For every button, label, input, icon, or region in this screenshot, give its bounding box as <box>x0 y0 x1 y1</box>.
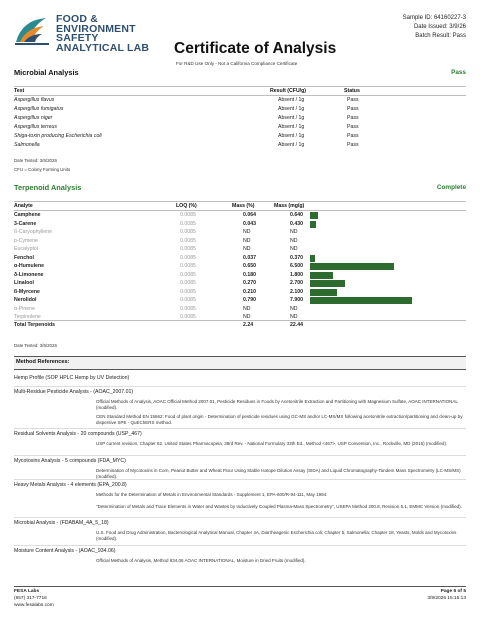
date-tested: Date Tested: 3/6/2026 <box>14 343 57 348</box>
terpene-bar <box>310 212 318 219</box>
method-divider <box>14 479 466 480</box>
methods-header-bar <box>14 356 466 370</box>
mass-mg-per-g: 1.800 <box>290 271 303 278</box>
loq-value: 0.0085 <box>180 237 196 244</box>
terpene-bar <box>310 255 315 262</box>
table-cell: Absent / 1g <box>278 106 305 112</box>
mass-mg-per-g: 7.900 <box>290 297 303 303</box>
mass-mg-per-g: ND <box>290 305 298 312</box>
microbial-section-title: Microbial Analysis <box>14 68 79 77</box>
analyte-name: Linalool <box>14 280 34 286</box>
total-label: Total Terpenoids <box>14 322 56 328</box>
table-cell: Pass <box>347 97 359 103</box>
method-divider <box>14 517 466 518</box>
method-divider <box>14 428 466 429</box>
method-heading: Microbial Analysis - (FDABAM_4A_5_18) <box>14 520 109 526</box>
page-title: Certificate of Analysis <box>174 40 337 57</box>
mass-percent: 0.180 <box>243 271 256 278</box>
mass-mg-per-g: 2.700 <box>290 280 303 286</box>
total-mass-pct: 2.24 <box>243 322 254 328</box>
mass-mg-per-g: ND <box>290 229 298 235</box>
loq-value: 0.0085 <box>180 254 196 261</box>
mass-percent: 0.210 <box>243 288 256 295</box>
page-number: Page 5 of 5 <box>440 589 466 594</box>
method-divider <box>14 386 466 387</box>
method-reference: "Determination of Metals and Trace Elements in Water and Wastes by Inductively Coupled Plasma-Mass Spectrometry", USEPA Method 200.8, Revision 5.1, EMMC Version (modified). <box>96 504 462 509</box>
analyte-name: Eucalyptol <box>14 246 38 252</box>
loq-value: 0.0085 <box>180 263 196 269</box>
footer-lab-name: FESA Labs <box>14 589 40 594</box>
methods-title: Method References: <box>16 359 70 365</box>
mass-mg-per-g: 0.640 <box>290 212 303 218</box>
method-divider <box>14 455 466 456</box>
mass-percent: ND <box>243 305 251 312</box>
analyte-name: Nerolidol <box>14 297 37 303</box>
mass-percent: 0.650 <box>243 263 256 269</box>
loq-value: 0.0085 <box>180 212 196 218</box>
terpene-bar <box>310 280 345 287</box>
loq-value: 0.0085 <box>180 288 196 295</box>
loq-value: 0.0085 <box>180 246 196 252</box>
loq-value: 0.0085 <box>180 314 196 320</box>
table-divider <box>14 210 466 211</box>
batch-result: Batch Result: Pass <box>415 33 466 39</box>
terpene-bar <box>310 297 412 304</box>
method-heading: Hemp Profile (SOP HPLC Hemp by UV Detection) <box>14 375 130 381</box>
mass-mg-per-g: ND <box>290 246 298 252</box>
lab-name-line: FOOD & <box>56 13 99 25</box>
method-heading: Heavy Metals Analysis - 4 elements (EPA_200.8) <box>14 482 127 488</box>
table-divider <box>14 201 466 202</box>
terpenoid-section-title: Terpenoid Analysis <box>14 183 82 192</box>
table-cell: Pass <box>347 115 359 121</box>
analyte-name: ß-Myrcene <box>14 288 40 295</box>
loq-value: 0.0085 <box>180 220 196 227</box>
microbial-status-badge: Pass <box>451 69 466 76</box>
analyte-name: ß-Caryophyllene <box>14 229 53 235</box>
footer-divider <box>14 586 466 587</box>
table-cell: Salmonella <box>14 142 40 148</box>
method-reference: Methods for the Determination of Metals in Environmental Standards - Supplement 1, EPA-600/R-94-111, May 1994. <box>96 492 328 497</box>
mass-mg-per-g: 6.500 <box>290 263 303 269</box>
compliance-note: For R&D Use Only - Not a California Compliance Certificate <box>176 61 298 66</box>
mass-percent: 0.064 <box>243 212 256 218</box>
table-cell: Aspergillus terreus <box>14 124 57 130</box>
lab-name-line: ANALYTICAL LAB <box>56 41 150 54</box>
footer-website[interactable]: www.fesalabs.com <box>14 603 54 608</box>
lab-name-line: SAFETY <box>56 32 99 44</box>
table-cell: Aspergillus fumigatus <box>14 106 64 112</box>
table-divider <box>14 320 466 321</box>
table-cell: Shiga-toxin producing Escherichia coli <box>14 133 102 139</box>
method-reference: Determination of Mycotoxins in Corn, Peanut Butter and Wheat Flour Using Stable Isotope Dilution Assay (SIDA) and Liquid Chromatography-Tandem Mass Spectrometry (LC-MS/MS) (modified). <box>96 468 461 479</box>
analyte-name: Fenchol <box>14 254 34 261</box>
method-reference: USP current revision, Chapter 62. United States Pharmacopeia, 38rd Rev. - National Formulary 33th Ed., Method <467>, USP Convention, Inc., Rockville, MD (2015) (modified). <box>96 441 448 446</box>
method-heading: Multi-Residue Pesticide Analysis - (AOAC_2007.01) <box>14 389 134 395</box>
sample-id: Sample ID: 64160227-3 <box>402 15 466 21</box>
column-header: LOQ (%) <box>176 203 197 209</box>
method-reference: Official Methods of Analysis, Method 934.06 AOAC INTERNATIONAL, Moisture in Dried Fruits (modified). <box>96 558 306 563</box>
loq-value: 0.0085 <box>180 297 196 303</box>
mass-mg-per-g: 0.370 <box>290 254 303 261</box>
mass-percent: ND <box>243 246 251 252</box>
method-divider <box>14 545 466 546</box>
mass-percent: 0.037 <box>243 254 256 261</box>
mass-mg-per-g: 0.430 <box>290 220 303 227</box>
mass-percent: 0.043 <box>243 220 256 227</box>
lab-logo-icon <box>12 12 54 54</box>
lab-name <box>56 15 149 53</box>
lab-name-line: ENVIRONMENT <box>56 22 136 35</box>
mass-percent: 0.790 <box>243 297 256 303</box>
table-cell: Absent / 1g <box>278 133 305 139</box>
terpene-bar <box>310 289 337 296</box>
method-heading: Residual Solvents Analysis - 20 compounds (USP_467) <box>14 431 142 437</box>
analyte-name: p-Cymene <box>14 237 38 244</box>
loq-value: 0.0085 <box>180 229 196 235</box>
terpene-bar <box>310 272 333 279</box>
mass-mg-per-g: 2.100 <box>290 288 303 295</box>
method-reference: U.S. Food and Drug Administration, Bacteriological Analytical Manual, Chapter 4A, Diarrheagenic Escherichia coli; Chapter 5, Salmonella; Chapter 18, Yeasts, Molds and Mycotoxins (modified). <box>96 530 457 541</box>
column-header: Mass (mg/g) <box>274 203 305 209</box>
mass-mg-per-g: ND <box>290 314 298 320</box>
column-header: Analyte <box>14 203 33 209</box>
units-note: CFU = Colony Forming Units <box>14 167 71 172</box>
method-reference: CEN Standard Method EN 15662: Food of plant origin - Determination of pesticide residues using GC-MS and/or LC-MS/MS following acetonitrile extraction/partitioning and clean-up by dispersive SPE - QuEChERS method. <box>96 414 463 425</box>
footer-phone: (657) 317-7716 <box>14 596 47 601</box>
column-header: Mass (%) <box>232 203 255 209</box>
loq-value: 0.0085 <box>180 271 196 278</box>
terpene-bar <box>310 263 394 270</box>
terpene-bar <box>310 221 316 228</box>
column-header: Status <box>344 88 360 94</box>
table-cell: Aspergillus flavus <box>14 97 55 103</box>
table-cell: Absent / 1g <box>278 124 305 130</box>
analyte-name: Terpinolene <box>14 314 41 320</box>
table-cell: Absent / 1g <box>278 97 305 103</box>
table-cell: Aspergillus niger <box>14 115 53 121</box>
mass-mg-per-g: ND <box>290 237 298 244</box>
print-timestamp: 3/9/2026 15:15:13 <box>427 596 466 601</box>
table-cell: Absent / 1g <box>278 115 305 121</box>
table-divider <box>14 95 466 96</box>
table-divider <box>14 86 466 87</box>
mass-percent: ND <box>243 229 251 235</box>
mass-percent: ND <box>243 314 251 320</box>
mass-percent: 0.270 <box>243 280 256 286</box>
mass-percent: ND <box>243 237 251 244</box>
table-cell: Pass <box>347 133 359 139</box>
table-cell: Absent / 1g <box>278 142 305 148</box>
date-issued: Date Issued: 3/9/26 <box>413 24 466 30</box>
analyte-name: α-Pinene <box>14 305 35 312</box>
terpenoid-status-badge: Complete <box>436 184 466 191</box>
column-header: Result (CFU/g) <box>270 88 307 94</box>
table-cell: Pass <box>347 142 359 148</box>
analyte-name: δ-Limonene <box>14 271 44 278</box>
method-reference: Official Methods of Analysis, AOAC Official Method 2007.01, Pesticide Residues in Foods by Acetonitrile Extraction and Partitioning with Magnesium Sulfate, AOAC INTERNATIONAL (modified). <box>96 399 458 410</box>
method-heading: Moisture Content Analysis - (AOAC_934.06) <box>14 548 116 554</box>
table-cell: Pass <box>347 106 359 112</box>
analyte-name: Camphene <box>14 212 41 218</box>
column-header: Test <box>14 88 25 94</box>
analyte-name: α-Humulene <box>14 263 44 269</box>
method-heading: Mycotoxins Analysis - 5 compounds (FDA_MYC) <box>14 458 126 464</box>
analyte-name: 3-Carene <box>14 220 37 227</box>
loq-value: 0.0085 <box>180 305 196 312</box>
table-cell: Pass <box>347 124 359 130</box>
loq-value: 0.0085 <box>180 280 196 286</box>
total-mass-mg: 22.44 <box>290 322 303 328</box>
date-tested: Date Tested: 3/6/2026 <box>14 158 57 163</box>
